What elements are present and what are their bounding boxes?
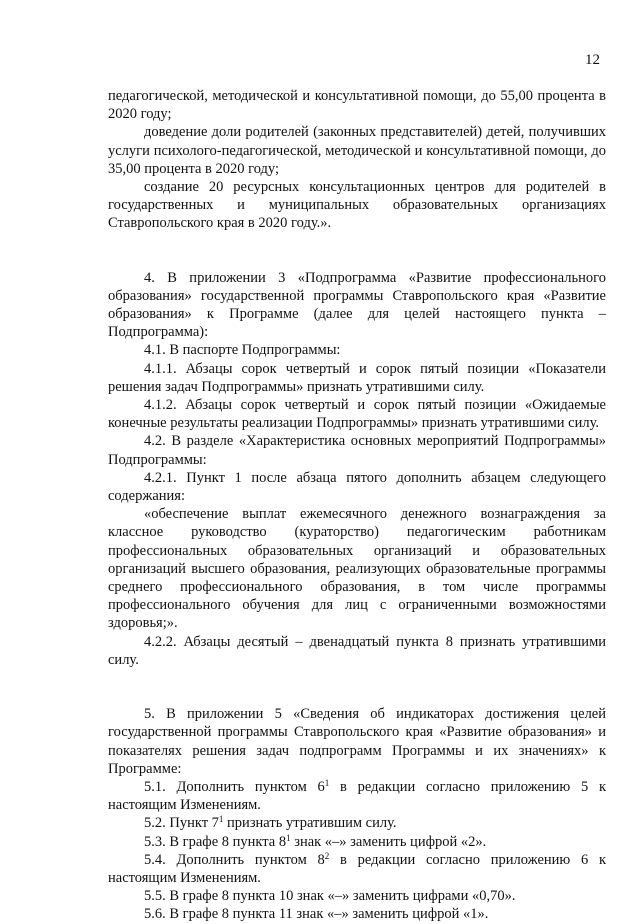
paragraph bbox=[108, 851, 606, 887]
text-run: знак «–» заменить цифрой «2». bbox=[290, 833, 487, 850]
text-run: 5.4. Дополнить пунктом 8 bbox=[144, 851, 325, 868]
paragraph: 5.5. В графе 8 пункта 10 знак «–» заменить цифрами «0,70». bbox=[144, 888, 516, 905]
paragraph: доведение доли родителей (законных представителей) детей, получивших услуги психолого-педагогической, методической и консультативной помощи, до 35,00 процента в 2020 году; bbox=[108, 124, 606, 177]
paragraph bbox=[108, 814, 606, 832]
paragraph: 4.1. В паспорте Подпрограммы: bbox=[144, 342, 341, 359]
paragraph: 4.2.1. Пункт 1 после абзаца пятого дополнить абзацем следующего содержания: bbox=[108, 469, 606, 505]
text-run: 5.2. Пункт 7 bbox=[144, 815, 219, 832]
text-run: 5.1. Дополнить пунктом 6 bbox=[144, 778, 325, 795]
document-body bbox=[108, 87, 606, 924]
superscript: 1 bbox=[324, 777, 330, 788]
text-run: в редакции согласно приложению 5 к настоящим Изменениям. bbox=[108, 778, 606, 814]
paragraph: педагогической, методической и консультативной помощи, до 55,00 процента в 2020 году; bbox=[108, 88, 606, 123]
paragraph: 5. В приложении 5 «Сведения об индикаторах достижения целей государственной программы Ставропольского края «Развитие образования» и показателях решения задач подпрограмм Программы и их значениях» к Программе: bbox=[108, 706, 606, 777]
paragraph: «обеспечение выплат ежемесячного денежного вознаграждения за классное руководство (кураторство) педагогическим работникам профессиональных образовательных организаций и образовательных организаций высшего образования, реализующих образовательные программы среднего профессионального образования, в том числе программы профессионального обучения для лиц с ограниченными возможностями здоровья;». bbox=[108, 506, 606, 632]
paragraph: 4.1.1. Абзацы сорок четвертый и сорок пятый позиции «Показатели решения задач Подпрограммы» признать утратившими силу. bbox=[108, 360, 606, 395]
paragraph: 4.2.2. Абзацы десятый – двенадцатый пункта 8 признать утратившими силу. bbox=[108, 633, 606, 668]
paragraph: 5.6. В графе 8 пункта 11 знак «–» заменить цифрой «1». bbox=[144, 906, 489, 923]
paragraph: 4.2. В разделе «Характеристика основных мероприятий Подпрограммы» Подпрограммы: bbox=[108, 433, 606, 468]
superscript: 2 bbox=[324, 850, 330, 861]
spacer bbox=[108, 233, 606, 269]
text-run: признать утратившим силу. bbox=[223, 815, 397, 832]
paragraph bbox=[108, 778, 606, 814]
superscript: 1 bbox=[218, 814, 224, 825]
paragraph: 4.1.2. Абзацы сорок четвертый и сорок пятый позиции «Ожидаемые конечные результаты реализации Подпрограммы» признать утратившими силу. bbox=[108, 397, 606, 432]
text-run: в редакции согласно приложению 6 к настоящим Изменениям. bbox=[108, 851, 606, 886]
text-run: 5.3. В графе 8 пункта 8 bbox=[144, 833, 287, 850]
paragraph: 4. В приложении 3 «Подпрограмма «Развитие профессионального образования» государственной программы Ставропольского края «Развитие образования» к Программе (далее для целей настоящего пункта – Подпрограмма): bbox=[108, 269, 606, 341]
paragraph: создание 20 ресурсных консультационных центров для родителей в государственных и муниципальных образовательных организациях Ставропольского края в 2020 году.». bbox=[108, 179, 606, 232]
superscript: 1 bbox=[286, 832, 291, 843]
page-number: 12 bbox=[585, 52, 600, 68]
paragraph bbox=[108, 833, 606, 851]
spacer bbox=[108, 669, 606, 705]
